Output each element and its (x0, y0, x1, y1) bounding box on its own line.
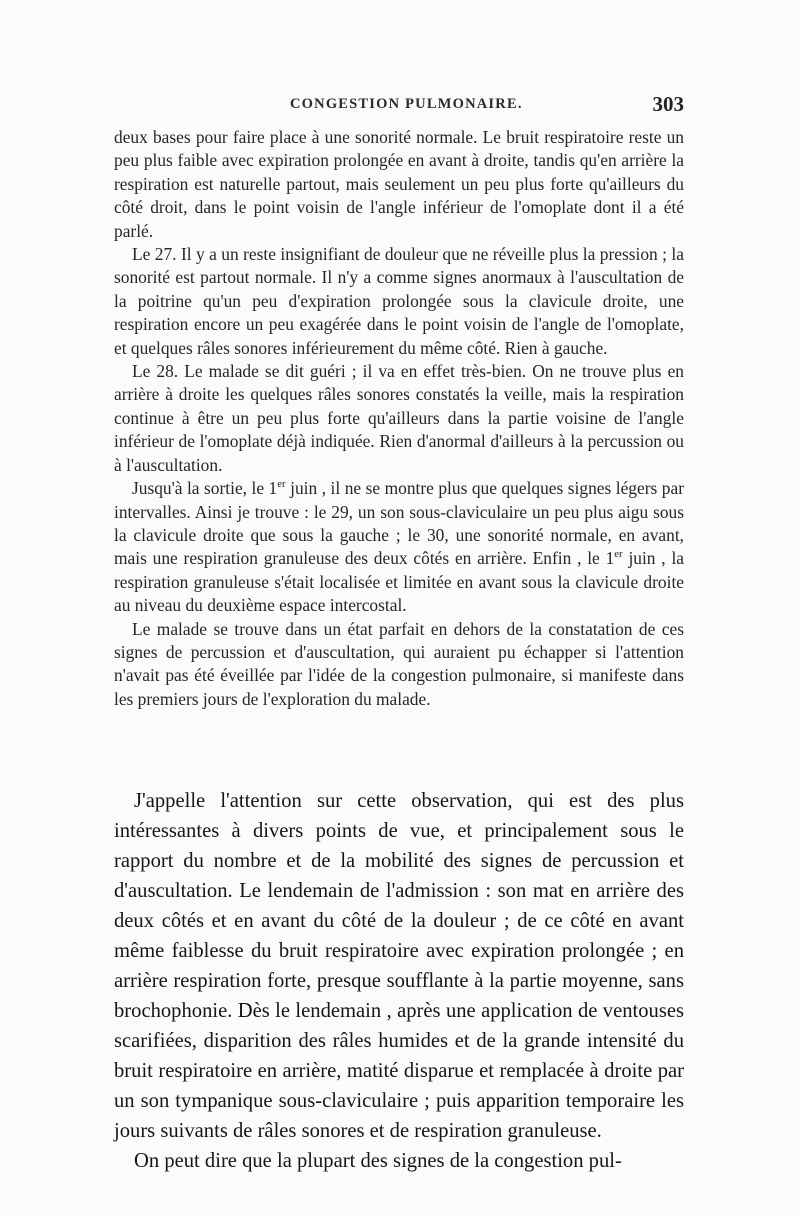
text-run: Jusqu'à la sortie, le 1 (132, 478, 278, 499)
paragraph: Le malade se trouve dans un état parfait en dehors de la constatation de ces signes de percussion et d'auscultation, qui auraient pu échapper si l'attention n'avait pas été éveillée par l'idée de la congestion pulmonaire, si manifeste dans les premiers jours de l'exploration du malade. (114, 618, 684, 709)
paragraph: On peut dire que la plupart des signes de la congestion pul- (134, 1150, 622, 1172)
paragraph: J'appelle l'attention sur cette observation, qui est des plus intéressantes à divers points de vue, et principalement sous le rapport du nombre et de la mobilité des signes de percussion et d'auscultation. Le lendemain de l'admission : son mat en arrière des deux côtés et en avant du côté de la douleur ; de ce côté en avant même faiblesse du bruit respiratoire avec expiration prolongée ; en arrière respiration forte, presque soufflante à la partie moyenne, sans brochophonie. Dès le lendemain , après une application de ventouses scarifiées, disparition des râles humides et de la grande intensité du bruit respiratoire en arrière, matité disparue et remplacée à droite par un son tympanique sous-claviculaire ; puis apparition temporaire les jours suivants de râles sonores et de respiration granuleuse. (114, 790, 684, 1142)
running-title: CONGESTION PULMONAIRE. (290, 96, 523, 112)
paragraph: deux bases pour faire place à une sonorité normale. Le bruit respiratoire reste un peu plus faible avec expiration prolongée en avant à droite, tandis qu'en arrière la respiration est naturelle partout, mais seulement un peu plus forte qu'ailleurs du côté droit, dans le point voisin de l'angle inférieur de l'omoplate dont il a été parlé. (114, 127, 684, 241)
commentary-text (114, 786, 684, 1176)
superscript: er (614, 548, 623, 561)
page-number: 303 (652, 92, 684, 116)
observation-text (114, 126, 684, 711)
page-header (114, 92, 684, 122)
paragraph: Le 28. Le malade se dit guéri ; il va en effet très-bien. On ne trouve plus en arrière à droite les quelques râles sonores constatés la veille, mais la respiration continue à être un peu plus forte qu'ailleurs dans la partie voisine de l'angle inférieur de l'omoplate déjà indiquée. Rien d'anormal d'ailleurs à la percussion ou à l'auscultation. (114, 361, 684, 475)
superscript: er (277, 478, 286, 491)
text-run: juin , la respiration granuleuse s'était localisée et limitée en avant sous la clavicule droite au niveau du deuxième espace intercostal. (114, 548, 684, 616)
text-run: juin , il ne se montre plus que quelques signes légers par intervalles. Ainsi je trouve : le 29, un son sous-claviculaire un peu plus aigu sous la clavicule droite que sous la gauche ; le 30, une sonorité normale, en avant, mais une respiration granuleuse des deux côtés en arrière. Enfin , le 1 (114, 478, 684, 569)
paragraph (114, 477, 684, 617)
paragraph: Le 27. Il y a un reste insignifiant de douleur que ne réveille plus la pression ; la sonorité est partout normale. Il n'y a comme signes anormaux à l'auscultation de la poitrine qu'un peu d'expiration prolongée sous la clavicule droite, une respiration encore un peu exagérée dans le point voisin de l'angle de l'omoplate, et quelques râles sonores inférieurement du même côté. Rien à gauche. (114, 244, 684, 358)
